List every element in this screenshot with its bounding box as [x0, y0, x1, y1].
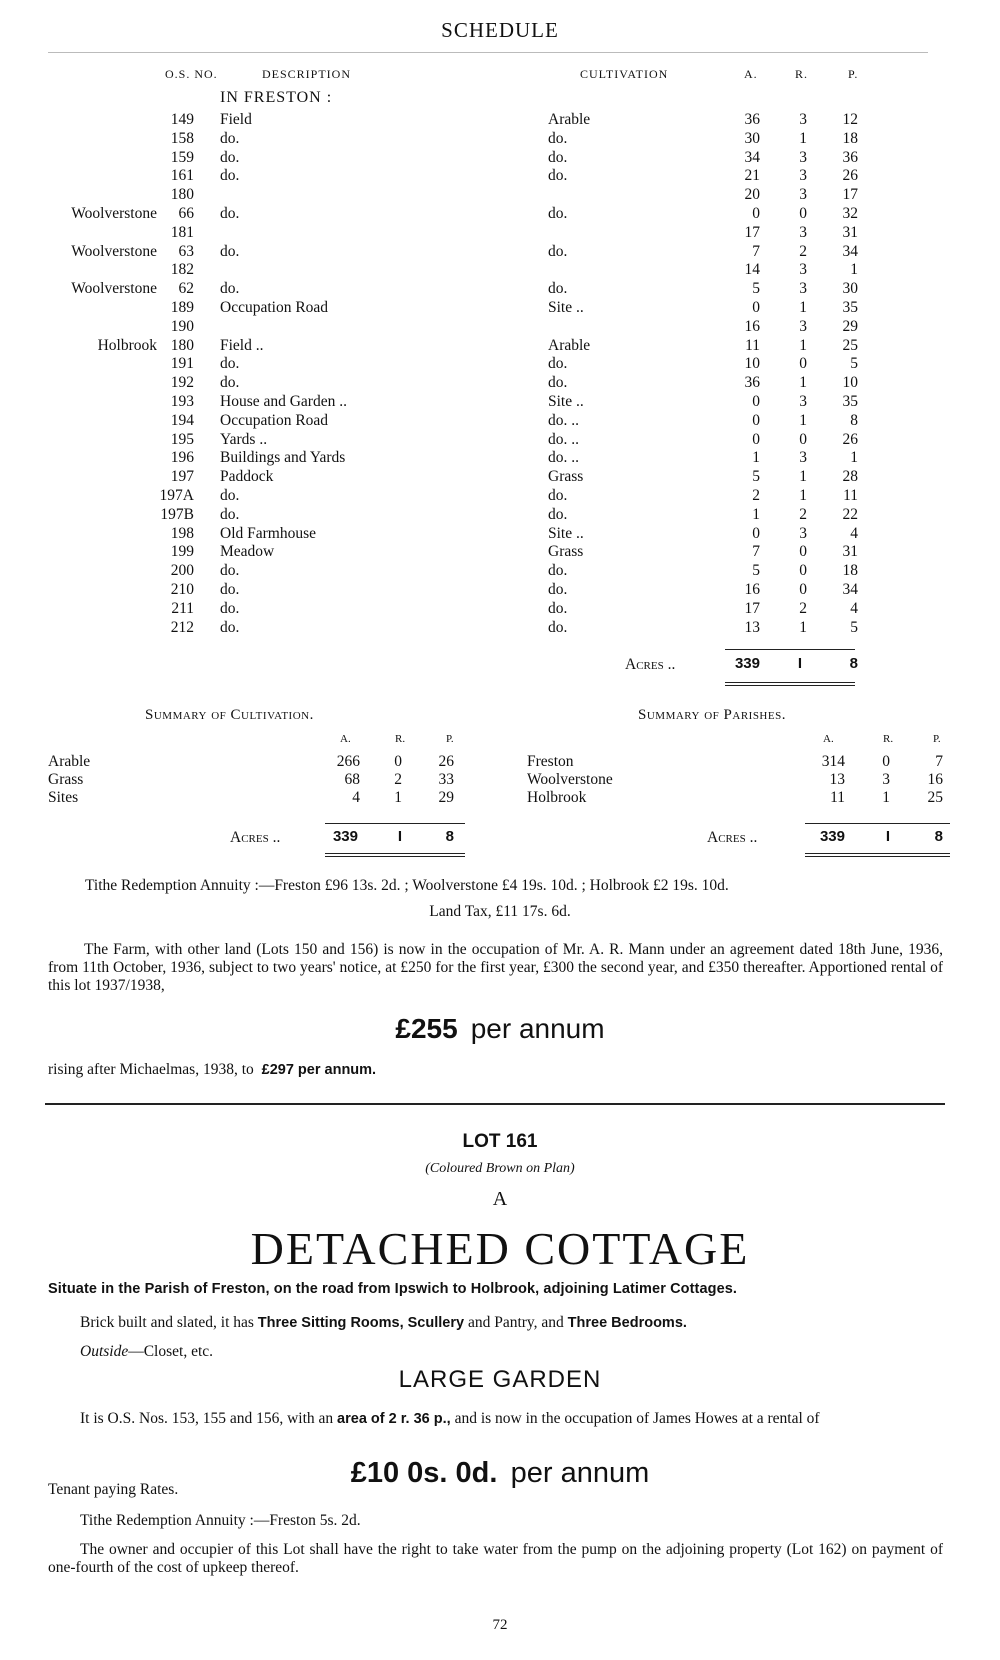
cultivation-cell: do. .. — [548, 430, 579, 448]
perches-cell: 1 — [850, 449, 858, 467]
table-row — [0, 430, 1000, 449]
outside-text: —Closet, etc. — [128, 1343, 214, 1360]
table-row — [0, 298, 1000, 317]
summary-row — [0, 752, 1000, 771]
roods-cell: 3 — [799, 111, 807, 128]
roods-cell: 2 — [799, 599, 807, 617]
summary-parishes-header-a: A. — [823, 733, 834, 745]
total-rule-top — [725, 649, 855, 650]
acres-cell: 1 — [752, 505, 760, 523]
par-total-label: Acres .. — [707, 829, 758, 846]
par-total-rule-2 — [805, 856, 950, 857]
description-cell: Field .. — [220, 336, 264, 354]
os-text-a: It is O.S. Nos. 153, 155 and 156, with an — [80, 1410, 334, 1427]
os-no-cell: 199 — [170, 543, 194, 561]
perches-cell: 35 — [842, 299, 858, 316]
summary-a: 13 — [829, 771, 845, 788]
farm-rising — [48, 1061, 376, 1079]
perches-cell: 18 — [842, 129, 858, 147]
brick-text-c: and Pantry, and — [467, 1314, 564, 1331]
os-text-c: and is now in the occupation of James Howes at a rental of — [454, 1410, 820, 1427]
acres-cell: 34 — [744, 148, 760, 166]
acres-cell: 10 — [744, 355, 760, 373]
cultivation-cell: do. — [548, 562, 568, 580]
table-row — [0, 279, 1000, 298]
description-cell: Field — [220, 111, 252, 128]
header-description: DESCRIPTION — [262, 67, 352, 81]
par-total-r: I — [885, 828, 890, 845]
summary-p: 26 — [438, 753, 454, 770]
perches-cell: 18 — [842, 562, 858, 580]
acres-cell: 0 — [752, 205, 760, 222]
table-row — [0, 260, 1000, 279]
par-total-rule-1 — [805, 853, 950, 854]
os-no-cell: 191 — [170, 355, 194, 373]
acres-cell: 16 — [744, 581, 760, 598]
acres-cell: 0 — [752, 393, 760, 410]
acres-cell: 0 — [752, 299, 760, 316]
cultivation-cell: Arable — [548, 336, 591, 354]
cultivation-cell: do. — [548, 205, 568, 222]
summary-a: 266 — [336, 753, 360, 770]
table-row — [0, 542, 1000, 561]
cult-total-r: I — [397, 828, 402, 845]
description-cell: Paddock — [220, 468, 274, 486]
cult-total-p: 8 — [445, 828, 454, 845]
summary-cultivation-title: Summary of Cultivation. — [145, 707, 314, 723]
schedule-total-r: I — [797, 655, 802, 672]
os-no-cell: 198 — [170, 524, 194, 542]
cultivation-cell: do. — [548, 374, 568, 392]
description-cell: House and Garden .. — [220, 393, 347, 410]
perches-cell: 36 — [842, 148, 858, 166]
cultivation-cell: do. — [548, 581, 568, 598]
schedule-total-p: 8 — [849, 655, 858, 672]
cultivation-cell: Site .. — [548, 393, 584, 410]
parish-cell: Woolverstone — [71, 205, 157, 222]
os-no-cell: 180 — [170, 336, 194, 354]
lot-rent-suffix: per annum — [510, 1457, 650, 1489]
roods-cell: 1 — [799, 299, 807, 316]
perches-cell: 29 — [842, 317, 858, 335]
table-row — [0, 148, 1000, 167]
description-cell: Buildings and Yards — [220, 449, 346, 467]
lot-heading: DETACHED COTTAGE — [250, 1223, 750, 1274]
cultivation-cell: do. .. — [548, 449, 579, 467]
farm-rising-prefix: rising after Michaelmas, 1938, to — [48, 1061, 254, 1078]
lot-rent-amount: £10 0s. 0d. — [350, 1457, 498, 1489]
perches-cell: 17 — [842, 186, 858, 204]
table-row — [0, 618, 1000, 637]
perches-cell: 4 — [850, 599, 858, 617]
roods-cell: 1 — [799, 468, 807, 486]
roods-cell: 3 — [799, 223, 807, 241]
os-no-cell: 182 — [170, 261, 194, 279]
description-cell: do. — [220, 355, 240, 373]
acres-cell: 0 — [752, 411, 760, 429]
roods-cell: 2 — [799, 242, 807, 260]
os-no-cell: 158 — [170, 129, 194, 147]
cultivation-cell: do. .. — [548, 411, 579, 429]
os-no-cell: 212 — [170, 618, 194, 636]
roods-cell: 1 — [799, 618, 807, 636]
lot-plan-note: (Coloured Brown on Plan) — [425, 1161, 575, 1176]
acres-cell: 30 — [744, 129, 760, 147]
os-no-cell: 66 — [178, 205, 194, 222]
description-cell: do. — [220, 167, 240, 185]
acres-cell: 17 — [744, 223, 760, 241]
roods-cell: 3 — [799, 148, 807, 166]
os-no-cell: 159 — [170, 148, 194, 166]
perches-cell: 26 — [842, 167, 858, 185]
total-rule-1 — [725, 682, 855, 683]
farm-rising-amount: £297 per annum. — [261, 1062, 377, 1078]
roods-cell: 0 — [799, 355, 807, 373]
acres-cell: 5 — [752, 562, 760, 580]
table-row — [0, 185, 1000, 204]
table-row — [0, 317, 1000, 336]
summary-cultivation-header-r: R. — [395, 733, 406, 745]
table-row — [0, 166, 1000, 185]
os-no-cell: 210 — [170, 581, 194, 598]
description-cell: do. — [220, 487, 240, 504]
summary-parishes-header-p: P. — [933, 733, 941, 745]
summary-r: 0 — [882, 753, 890, 770]
os-no-cell: 63 — [178, 242, 194, 260]
table-row — [0, 110, 1000, 129]
summary-parishes-title: Summary of Parishes. — [638, 707, 786, 723]
description-cell: do. — [220, 374, 240, 392]
os-no-cell: 200 — [170, 562, 194, 580]
lot-outside-line — [80, 1343, 213, 1361]
perches-cell: 1 — [850, 261, 858, 279]
roods-cell: 0 — [799, 543, 807, 561]
page-title: SCHEDULE — [441, 18, 559, 42]
description-cell: do. — [220, 148, 240, 166]
os-no-cell: 193 — [170, 393, 194, 410]
lot-article: A — [492, 1188, 508, 1210]
header-p: P. — [848, 67, 859, 81]
header-cultivation: CULTIVATION — [580, 67, 669, 81]
cultivation-cell: do. — [548, 280, 568, 298]
summary-parishes-header-r: R. — [883, 733, 894, 745]
tithe-line: Tithe Redemption Annuity :—Freston £96 13s. 2d. ; Woolverstone £4 19s. 10d. ; Holbrook £2 19s. 10d. — [85, 877, 729, 894]
summary-label: Sites — [48, 789, 79, 806]
acres-cell: 36 — [744, 111, 760, 128]
acres-cell: 21 — [744, 167, 760, 185]
title-rule — [48, 52, 928, 53]
summary-cultivation-header-a: A. — [340, 733, 351, 745]
description-cell: Occupation Road — [220, 411, 329, 429]
acres-cell: 20 — [744, 186, 760, 204]
roods-cell: 3 — [799, 524, 807, 542]
description-cell: Occupation Road — [220, 299, 329, 316]
summary-r: 1 — [882, 789, 890, 806]
summary-cultivation-header-p: P. — [446, 733, 454, 745]
roods-cell: 1 — [799, 487, 807, 504]
cultivation-cell: Arable — [548, 111, 591, 128]
acres-cell: 16 — [744, 317, 760, 335]
lot-tenant: Tenant paying Rates. — [48, 1481, 179, 1498]
table-row — [0, 204, 1000, 223]
os-no-cell: 195 — [170, 430, 194, 448]
acres-cell: 5 — [752, 280, 760, 298]
roods-cell: 3 — [799, 449, 807, 467]
summary-row — [0, 788, 1000, 807]
os-no-cell: 149 — [170, 111, 194, 128]
outside-label: Outside — [80, 1343, 129, 1360]
os-no-cell: 161 — [170, 167, 194, 185]
roods-cell: 3 — [799, 186, 807, 204]
summary-r: 2 — [394, 771, 402, 788]
description-cell: do. — [220, 505, 240, 523]
description-cell: do. — [220, 205, 240, 222]
cultivation-cell: do. — [548, 167, 568, 185]
lot-brick-line — [80, 1314, 687, 1332]
cult-total-rule-1 — [325, 853, 465, 854]
table-row — [0, 129, 1000, 148]
total-rule-2 — [725, 685, 855, 686]
farm-rent — [0, 1013, 1000, 1046]
farm-rent-suffix: per annum — [470, 1013, 605, 1044]
perches-cell: 32 — [842, 205, 858, 222]
perches-cell: 34 — [842, 242, 858, 260]
cultivation-cell: do. — [548, 599, 568, 617]
roods-cell: 1 — [799, 411, 807, 429]
roods-cell: 2 — [799, 505, 807, 523]
perches-cell: 4 — [850, 524, 858, 542]
perches-cell: 8 — [850, 411, 858, 429]
summary-a: 4 — [352, 789, 360, 806]
table-row — [0, 505, 1000, 524]
os-no-cell: 62 — [178, 280, 194, 298]
land-tax-line: Land Tax, £11 17s. 6d. — [429, 903, 571, 920]
table-row — [0, 411, 1000, 430]
par-total-p: 8 — [934, 828, 943, 845]
parish-heading: IN FRESTON : — [220, 89, 333, 106]
cult-total-label: Acres .. — [230, 829, 281, 846]
lot-situate: Situate in the Parish of Freston, on the road from Ipswich to Holbrook, adjoining Latimer Cottages. — [48, 1281, 738, 1297]
summary-p: 33 — [438, 771, 454, 788]
description-cell: Yards .. — [220, 430, 268, 448]
parish-cell: Woolverstone — [71, 242, 157, 260]
perches-cell: 5 — [850, 618, 858, 636]
schedule-total-a: 339 — [734, 655, 760, 672]
cultivation-cell: do. — [548, 129, 568, 147]
table-row — [0, 336, 1000, 355]
perches-cell: 10 — [842, 374, 858, 392]
description-cell: do. — [220, 562, 240, 580]
os-no-cell: 181 — [170, 223, 194, 241]
acres-cell: 0 — [752, 430, 760, 448]
cultivation-cell: Grass — [548, 543, 584, 561]
roods-cell: 0 — [799, 205, 807, 222]
cultivation-cell: do. — [548, 618, 568, 636]
perches-cell: 35 — [842, 393, 858, 410]
cultivation-cell: Site .. — [548, 299, 584, 316]
roods-cell: 0 — [799, 562, 807, 580]
schedule-total-label: Acres .. — [625, 656, 676, 673]
roods-cell: 3 — [799, 317, 807, 335]
brick-text-d: Three Bedrooms. — [567, 1315, 687, 1331]
perches-cell: 26 — [842, 430, 858, 448]
roods-cell: 1 — [799, 129, 807, 147]
summary-row — [0, 770, 1000, 789]
acres-cell: 36 — [744, 374, 760, 392]
table-row — [0, 486, 1000, 505]
perches-cell: 22 — [842, 505, 858, 523]
header-os-no: O.S. NO. — [165, 67, 218, 81]
table-row — [0, 599, 1000, 618]
cultivation-cell: Site .. — [548, 524, 584, 542]
acres-cell: 13 — [744, 618, 760, 636]
table-row — [0, 392, 1000, 411]
summary-p: 25 — [927, 789, 943, 806]
os-no-cell: 196 — [170, 449, 194, 467]
garden-heading: LARGE GARDEN — [398, 1366, 602, 1393]
table-row — [0, 223, 1000, 242]
os-no-cell: 194 — [170, 411, 194, 429]
acres-cell: 1 — [752, 449, 760, 467]
lot-number: LOT 161 — [462, 1131, 538, 1152]
acres-cell: 14 — [744, 261, 760, 279]
table-row — [0, 467, 1000, 486]
summary-a: 68 — [344, 771, 360, 788]
cultivation-cell: do. — [548, 487, 568, 504]
perches-cell: 25 — [842, 336, 858, 354]
cultivation-cell: do. — [548, 242, 568, 260]
parish-cell: Holbrook — [97, 336, 157, 354]
table-row — [0, 524, 1000, 543]
cultivation-cell: do. — [548, 505, 568, 523]
description-cell: do. — [220, 618, 240, 636]
roods-cell: 0 — [799, 430, 807, 448]
perches-cell: 34 — [842, 581, 858, 598]
summary-label: Arable — [48, 753, 91, 770]
par-total-rule-top — [805, 823, 950, 824]
summary-label: Holbrook — [527, 789, 587, 806]
perches-cell: 30 — [842, 280, 858, 298]
os-no-cell: 189 — [170, 299, 194, 316]
summary-r: 1 — [394, 789, 402, 806]
brick-text-a: Brick built and slated, it has — [80, 1314, 254, 1331]
summary-p: 7 — [935, 753, 943, 770]
roods-cell: 3 — [799, 261, 807, 279]
acres-cell: 2 — [752, 487, 760, 504]
perches-cell: 5 — [850, 355, 858, 373]
perches-cell: 12 — [842, 111, 858, 128]
roods-cell: 1 — [799, 336, 807, 354]
perches-cell: 11 — [843, 487, 858, 504]
summary-r: 3 — [882, 771, 890, 788]
section-divider — [45, 1103, 945, 1105]
acres-cell: 7 — [752, 543, 760, 561]
par-total-a: 339 — [819, 828, 845, 845]
farm-rent-amount: £255 — [395, 1013, 458, 1044]
summary-a: 314 — [821, 753, 845, 770]
perches-cell: 31 — [842, 223, 858, 241]
roods-cell: 3 — [799, 167, 807, 185]
os-no-cell: 180 — [170, 186, 194, 204]
table-row — [0, 561, 1000, 580]
acres-cell: 11 — [745, 336, 760, 354]
brick-text-b: Three Sitting Rooms, Scullery — [257, 1315, 465, 1331]
summary-label: Freston — [527, 753, 574, 770]
summary-label: Woolverstone — [527, 771, 613, 788]
header-r: R. — [795, 67, 809, 81]
cult-total-a: 339 — [332, 828, 358, 845]
summary-a: 11 — [830, 789, 845, 806]
summary-p: 16 — [927, 771, 943, 788]
cultivation-cell: do. — [548, 355, 568, 373]
os-text-b: area of 2 r. 36 p., — [337, 1411, 451, 1427]
cultivation-cell: do. — [548, 148, 568, 166]
os-no-cell: 197 — [170, 468, 194, 486]
roods-cell: 0 — [799, 581, 807, 598]
summary-r: 0 — [394, 753, 402, 770]
header-a: A. — [744, 67, 758, 81]
summary-p: 29 — [438, 789, 454, 806]
roods-cell: 3 — [799, 280, 807, 298]
lot-os-paragraph — [48, 1410, 943, 1428]
summary-label: Grass — [48, 771, 84, 788]
description-cell: do. — [220, 599, 240, 617]
description-cell: Old Farmhouse — [220, 524, 317, 542]
perches-cell: 31 — [842, 543, 858, 561]
acres-cell: 5 — [752, 468, 760, 486]
table-row — [0, 448, 1000, 467]
description-cell: do. — [220, 280, 240, 298]
table-row — [0, 373, 1000, 392]
description-cell: Meadow — [220, 543, 275, 561]
page-number: 72 — [492, 1617, 508, 1633]
cultivation-cell: Grass — [548, 468, 584, 486]
os-no-cell: 192 — [170, 374, 194, 392]
description-cell: do. — [220, 581, 240, 598]
acres-cell: 0 — [752, 524, 760, 542]
cult-total-rule-top — [325, 823, 465, 824]
parish-cell: Woolverstone — [71, 280, 157, 298]
farm-paragraph: The Farm, with other land (Lots 150 and 156) is now in the occupation of Mr. A. R. Mann under an agreement dated 18th June, 1936, from 11th October, 1936, subject to two years' notice, at £250 for the first year, £300 the second year, and £350 thereafter. Apportioned rental of this lot 1937/1938, — [48, 941, 943, 994]
table-row — [0, 242, 1000, 261]
roods-cell: 1 — [799, 374, 807, 392]
cult-total-rule-2 — [325, 856, 465, 857]
lot-water-paragraph: The owner and occupier of this Lot shall have the right to take water from the pump on the adjoining property (Lot 162) on payment of one-fourth of the cost of upkeep thereof. — [48, 1541, 943, 1576]
roods-cell: 3 — [799, 393, 807, 410]
description-cell: do. — [220, 129, 240, 147]
table-row — [0, 354, 1000, 373]
table-row — [0, 580, 1000, 599]
description-cell: do. — [220, 242, 240, 260]
os-no-cell: 190 — [170, 317, 194, 335]
perches-cell: 28 — [842, 468, 858, 486]
os-no-cell: 211 — [171, 599, 194, 617]
os-no-cell: 197A — [159, 487, 194, 504]
lot-tithe: Tithe Redemption Annuity :—Freston 5s. 2d. — [80, 1512, 361, 1529]
acres-cell: 7 — [752, 242, 760, 260]
acres-cell: 17 — [744, 599, 760, 617]
os-no-cell: 197B — [160, 505, 194, 523]
